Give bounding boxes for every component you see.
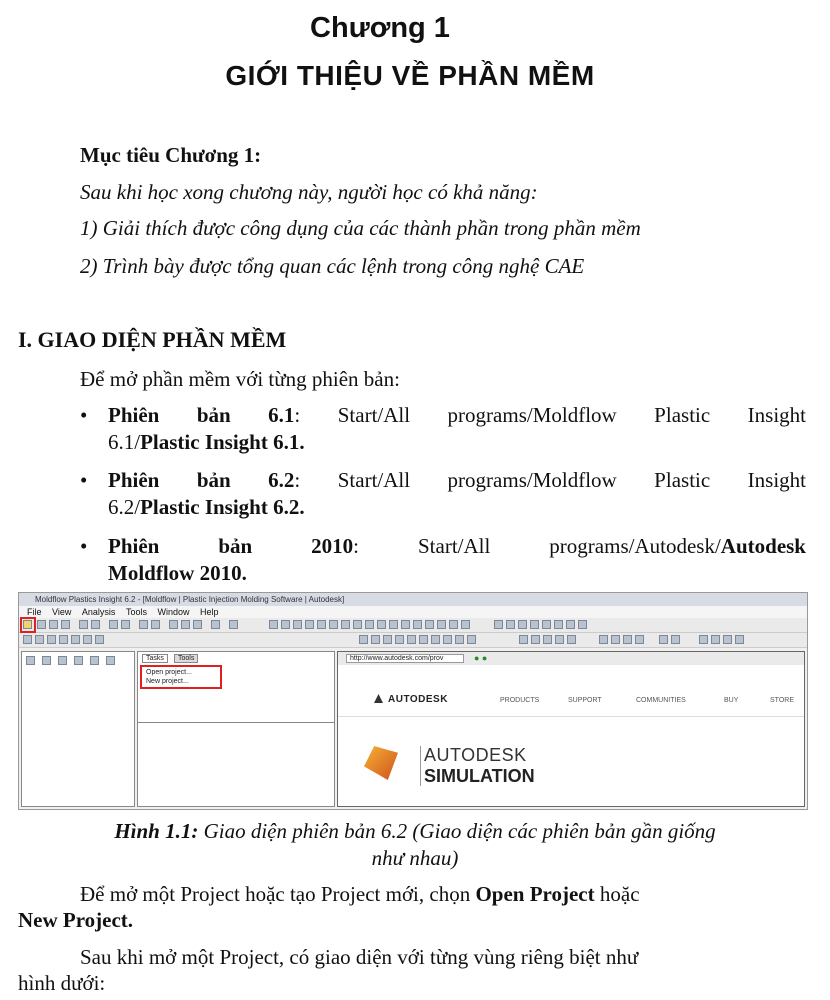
- toolbar-icon[interactable]: [293, 620, 302, 629]
- toolbar-icon[interactable]: [181, 620, 190, 629]
- menu-window[interactable]: Window: [157, 607, 190, 617]
- version-path: : Start/All programs/Moldflow Plastic Insight: [294, 403, 806, 427]
- toolbar-icon[interactable]: [383, 635, 392, 644]
- paragraph-text: Để mở một Project hoặc tạo Project mới, chọn: [80, 882, 476, 906]
- toolbar-icon[interactable]: [121, 620, 130, 629]
- toolbar-icon[interactable]: [83, 635, 92, 644]
- toolbar-icon[interactable]: [49, 620, 58, 629]
- simulation-brand: AUTODESK: [424, 745, 527, 765]
- toolbar-icon[interactable]: [341, 620, 350, 629]
- paragraph-text: hoặc: [594, 882, 640, 906]
- objective-item: 2) Trình bày được tổng quan các lệnh trong công nghệ CAE: [80, 254, 585, 278]
- toolbar-icon[interactable]: [151, 620, 160, 629]
- version-program: Moldflow 2010.: [108, 561, 247, 585]
- open-project-term: Open Project: [475, 882, 595, 906]
- toolbar-icon[interactable]: [229, 620, 238, 629]
- toolbar-icon[interactable]: [269, 620, 278, 629]
- open-project-highlight: [20, 617, 36, 633]
- toolbar-icon[interactable]: [723, 635, 732, 644]
- toolbar-icon[interactable]: [389, 620, 398, 629]
- toolbar-icon[interactable]: [467, 635, 476, 644]
- simulation-product: SIMULATION: [424, 766, 535, 786]
- objectives-intro: Sau khi học xong chương này, người học có khả năng:: [80, 180, 538, 204]
- version-path-bold: Autodesk: [720, 534, 806, 558]
- toolbar-icon[interactable]: [519, 635, 528, 644]
- toolbar-icon[interactable]: [281, 620, 290, 629]
- section-intro: Để mở phần mềm với từng phiên bản:: [80, 367, 400, 391]
- menu-file[interactable]: File: [27, 607, 42, 617]
- toolbar-icon[interactable]: [23, 635, 32, 644]
- toolbar-icon[interactable]: [567, 635, 576, 644]
- toolbar-icon[interactable]: [554, 620, 563, 629]
- toolbar-icon[interactable]: [699, 635, 708, 644]
- menu-view[interactable]: View: [52, 607, 72, 617]
- chapter-title: GIỚI THIỆU VỀ PHẦN MỀM: [225, 60, 595, 91]
- toolbar-2: [19, 633, 807, 648]
- bullet-icon: •: [80, 403, 88, 427]
- figure-caption-text: Giao diện phiên bản 6.2 (Giao diện các phiên bản gần giống: [198, 819, 716, 843]
- menu-analysis[interactable]: Analysis: [81, 607, 116, 617]
- version-program: Plastic Insight 6.1.: [140, 430, 305, 454]
- objectives-heading: Mục tiêu Chương 1:: [80, 143, 262, 167]
- paragraph-1-cont: [18, 908, 133, 933]
- version-program: Plastic Insight 6.2.: [140, 495, 305, 519]
- toolbar-icon[interactable]: [109, 620, 118, 629]
- toolbar-icon[interactable]: [518, 620, 527, 629]
- open-project-item[interactable]: Open project...: [146, 669, 192, 676]
- paragraph-2-cont: hình dưới:: [18, 971, 106, 995]
- new-project-item[interactable]: New project...: [146, 678, 189, 685]
- toolbar-icon[interactable]: [329, 620, 338, 629]
- autodesk-logo: AUTODESK: [388, 694, 448, 705]
- version-bullet: [80, 402, 806, 456]
- toolbar-icon[interactable]: [47, 635, 56, 644]
- toolbar-icon[interactable]: [413, 620, 422, 629]
- toolbar-icon[interactable]: [211, 620, 220, 629]
- toolbar-icon[interactable]: [59, 635, 68, 644]
- toolbar-icon[interactable]: [542, 620, 551, 629]
- address-input[interactable]: http://www.autodesk.com/prov: [346, 654, 464, 663]
- toolbar-icon[interactable]: [449, 620, 458, 629]
- version-label: Phiên bản 6.2: [108, 468, 295, 492]
- toolbar-icon[interactable]: [79, 620, 88, 629]
- toolbar-icon[interactable]: [555, 635, 564, 644]
- nav-store[interactable]: STORE: [770, 697, 794, 704]
- chapter-number: Chương 1: [310, 12, 450, 44]
- toolbar-icon[interactable]: [611, 635, 620, 644]
- panel-icon[interactable]: [74, 656, 83, 665]
- nav-products[interactable]: PRODUCTS: [500, 697, 540, 704]
- toolbar-icon[interactable]: [91, 620, 100, 629]
- toolbar-icon[interactable]: [305, 620, 314, 629]
- toolbar-icon[interactable]: [530, 620, 539, 629]
- window-title: Moldflow Plastics Insight 6.2 - [Moldflow | Plastic Injection Molding Software | Autodesk]: [19, 593, 807, 606]
- nav-communities[interactable]: COMMUNITIES: [636, 697, 686, 704]
- toolbar-icon[interactable]: [139, 620, 148, 629]
- paragraph-2: Sau khi mở một Project, có giao diện với từng vùng riêng biệt như: [80, 945, 639, 969]
- version-path-cont: 6.2/: [108, 495, 141, 519]
- toolbar-icon[interactable]: [401, 620, 410, 629]
- toolbar-icon[interactable]: [623, 635, 632, 644]
- toolbar-icon[interactable]: [506, 620, 515, 629]
- version-bullet: [80, 467, 806, 521]
- toolbar-icon[interactable]: [461, 620, 470, 629]
- toolbar-icon[interactable]: [635, 635, 644, 644]
- bullet-icon: •: [80, 468, 88, 492]
- toolbar-icon[interactable]: [353, 620, 362, 629]
- bullet-icon: •: [80, 534, 88, 558]
- toolbar-icon[interactable]: [599, 635, 608, 644]
- toolbar-icon[interactable]: [425, 620, 434, 629]
- menu-help[interactable]: Help: [200, 607, 219, 617]
- toolbar-icon[interactable]: [407, 635, 416, 644]
- nav-buy[interactable]: BUY: [724, 697, 739, 704]
- panel-icon[interactable]: [42, 656, 51, 665]
- toolbar-icon[interactable]: [735, 635, 744, 644]
- version-path: : Start/All programs/Moldflow Plastic Insight: [294, 468, 806, 492]
- autodesk-logo-icon: [374, 694, 383, 703]
- section-heading: I. GIAO DIỆN PHẦN MỀM: [18, 327, 287, 352]
- toolbar-1: [19, 618, 807, 633]
- layers-panel: [21, 651, 135, 807]
- panel-icon[interactable]: [26, 656, 35, 665]
- tasks-highlight: [140, 665, 222, 689]
- version-label: Phiên bản 6.1: [108, 403, 295, 427]
- tab-tools[interactable]: Tools: [174, 654, 198, 663]
- menu-tools[interactable]: Tools: [125, 607, 147, 617]
- toolbar-icon[interactable]: [193, 620, 202, 629]
- figure-caption-text-2: như nhau): [371, 846, 459, 870]
- figure-caption: [20, 818, 810, 872]
- panel-icon[interactable]: [90, 656, 99, 665]
- tab-tasks[interactable]: Tasks: [142, 654, 168, 663]
- figure-label: Hình 1.1:: [114, 819, 199, 843]
- panel-icon[interactable]: [58, 656, 67, 665]
- tasks-panel: [137, 651, 335, 807]
- toolbar-icon[interactable]: [377, 620, 386, 629]
- toolbar-icon[interactable]: [35, 635, 44, 644]
- nav-support[interactable]: SUPPORT: [568, 697, 602, 704]
- toolbar-icon[interactable]: [671, 635, 680, 644]
- address-bar: [338, 652, 804, 665]
- toolbar-icon[interactable]: [437, 620, 446, 629]
- simulation-logo-icon: [364, 746, 398, 780]
- toolbar-icon[interactable]: [95, 635, 104, 644]
- toolbar-icon[interactable]: [578, 620, 587, 629]
- go-icon[interactable]: ● ●: [474, 653, 488, 663]
- browser-panel: [337, 651, 805, 807]
- toolbar-icon[interactable]: [169, 620, 178, 629]
- toolbar-icon[interactable]: [494, 620, 503, 629]
- toolbar-icon[interactable]: [543, 635, 552, 644]
- version-path-cont: 6.1/: [108, 430, 141, 454]
- toolbar-icon[interactable]: [71, 635, 80, 644]
- toolbar-icon[interactable]: [317, 620, 326, 629]
- version-label: Phiên bản 2010: [108, 534, 354, 558]
- version-path: : Start/All programs/Autodesk/: [353, 534, 721, 558]
- panel-divider: [138, 722, 334, 723]
- toolbar-icon[interactable]: [371, 635, 380, 644]
- toolbar-icon[interactable]: [566, 620, 575, 629]
- new-project-term: New Project.: [18, 908, 134, 932]
- toolbar-icon[interactable]: [419, 635, 428, 644]
- version-bullet: [80, 533, 806, 587]
- moldflow-screenshot: [18, 592, 808, 810]
- toolbar-icon[interactable]: [531, 635, 540, 644]
- toolbar-icon[interactable]: [61, 620, 70, 629]
- toolbar-icon[interactable]: [37, 620, 46, 629]
- toolbar-icon[interactable]: [659, 635, 668, 644]
- toolbar-icon[interactable]: [431, 635, 440, 644]
- objective-item: 1) Giải thích được công dụng của các thành phần trong phần mềm: [80, 216, 641, 240]
- panel-icon[interactable]: [106, 656, 115, 665]
- toolbar-icon[interactable]: [395, 635, 404, 644]
- toolbar-icon[interactable]: [711, 635, 720, 644]
- paragraph-1: [80, 882, 640, 907]
- toolbar-icon[interactable]: [365, 620, 374, 629]
- menu-bar: [19, 606, 807, 618]
- toolbar-icon[interactable]: [455, 635, 464, 644]
- toolbar-icon[interactable]: [443, 635, 452, 644]
- toolbar-icon[interactable]: [359, 635, 368, 644]
